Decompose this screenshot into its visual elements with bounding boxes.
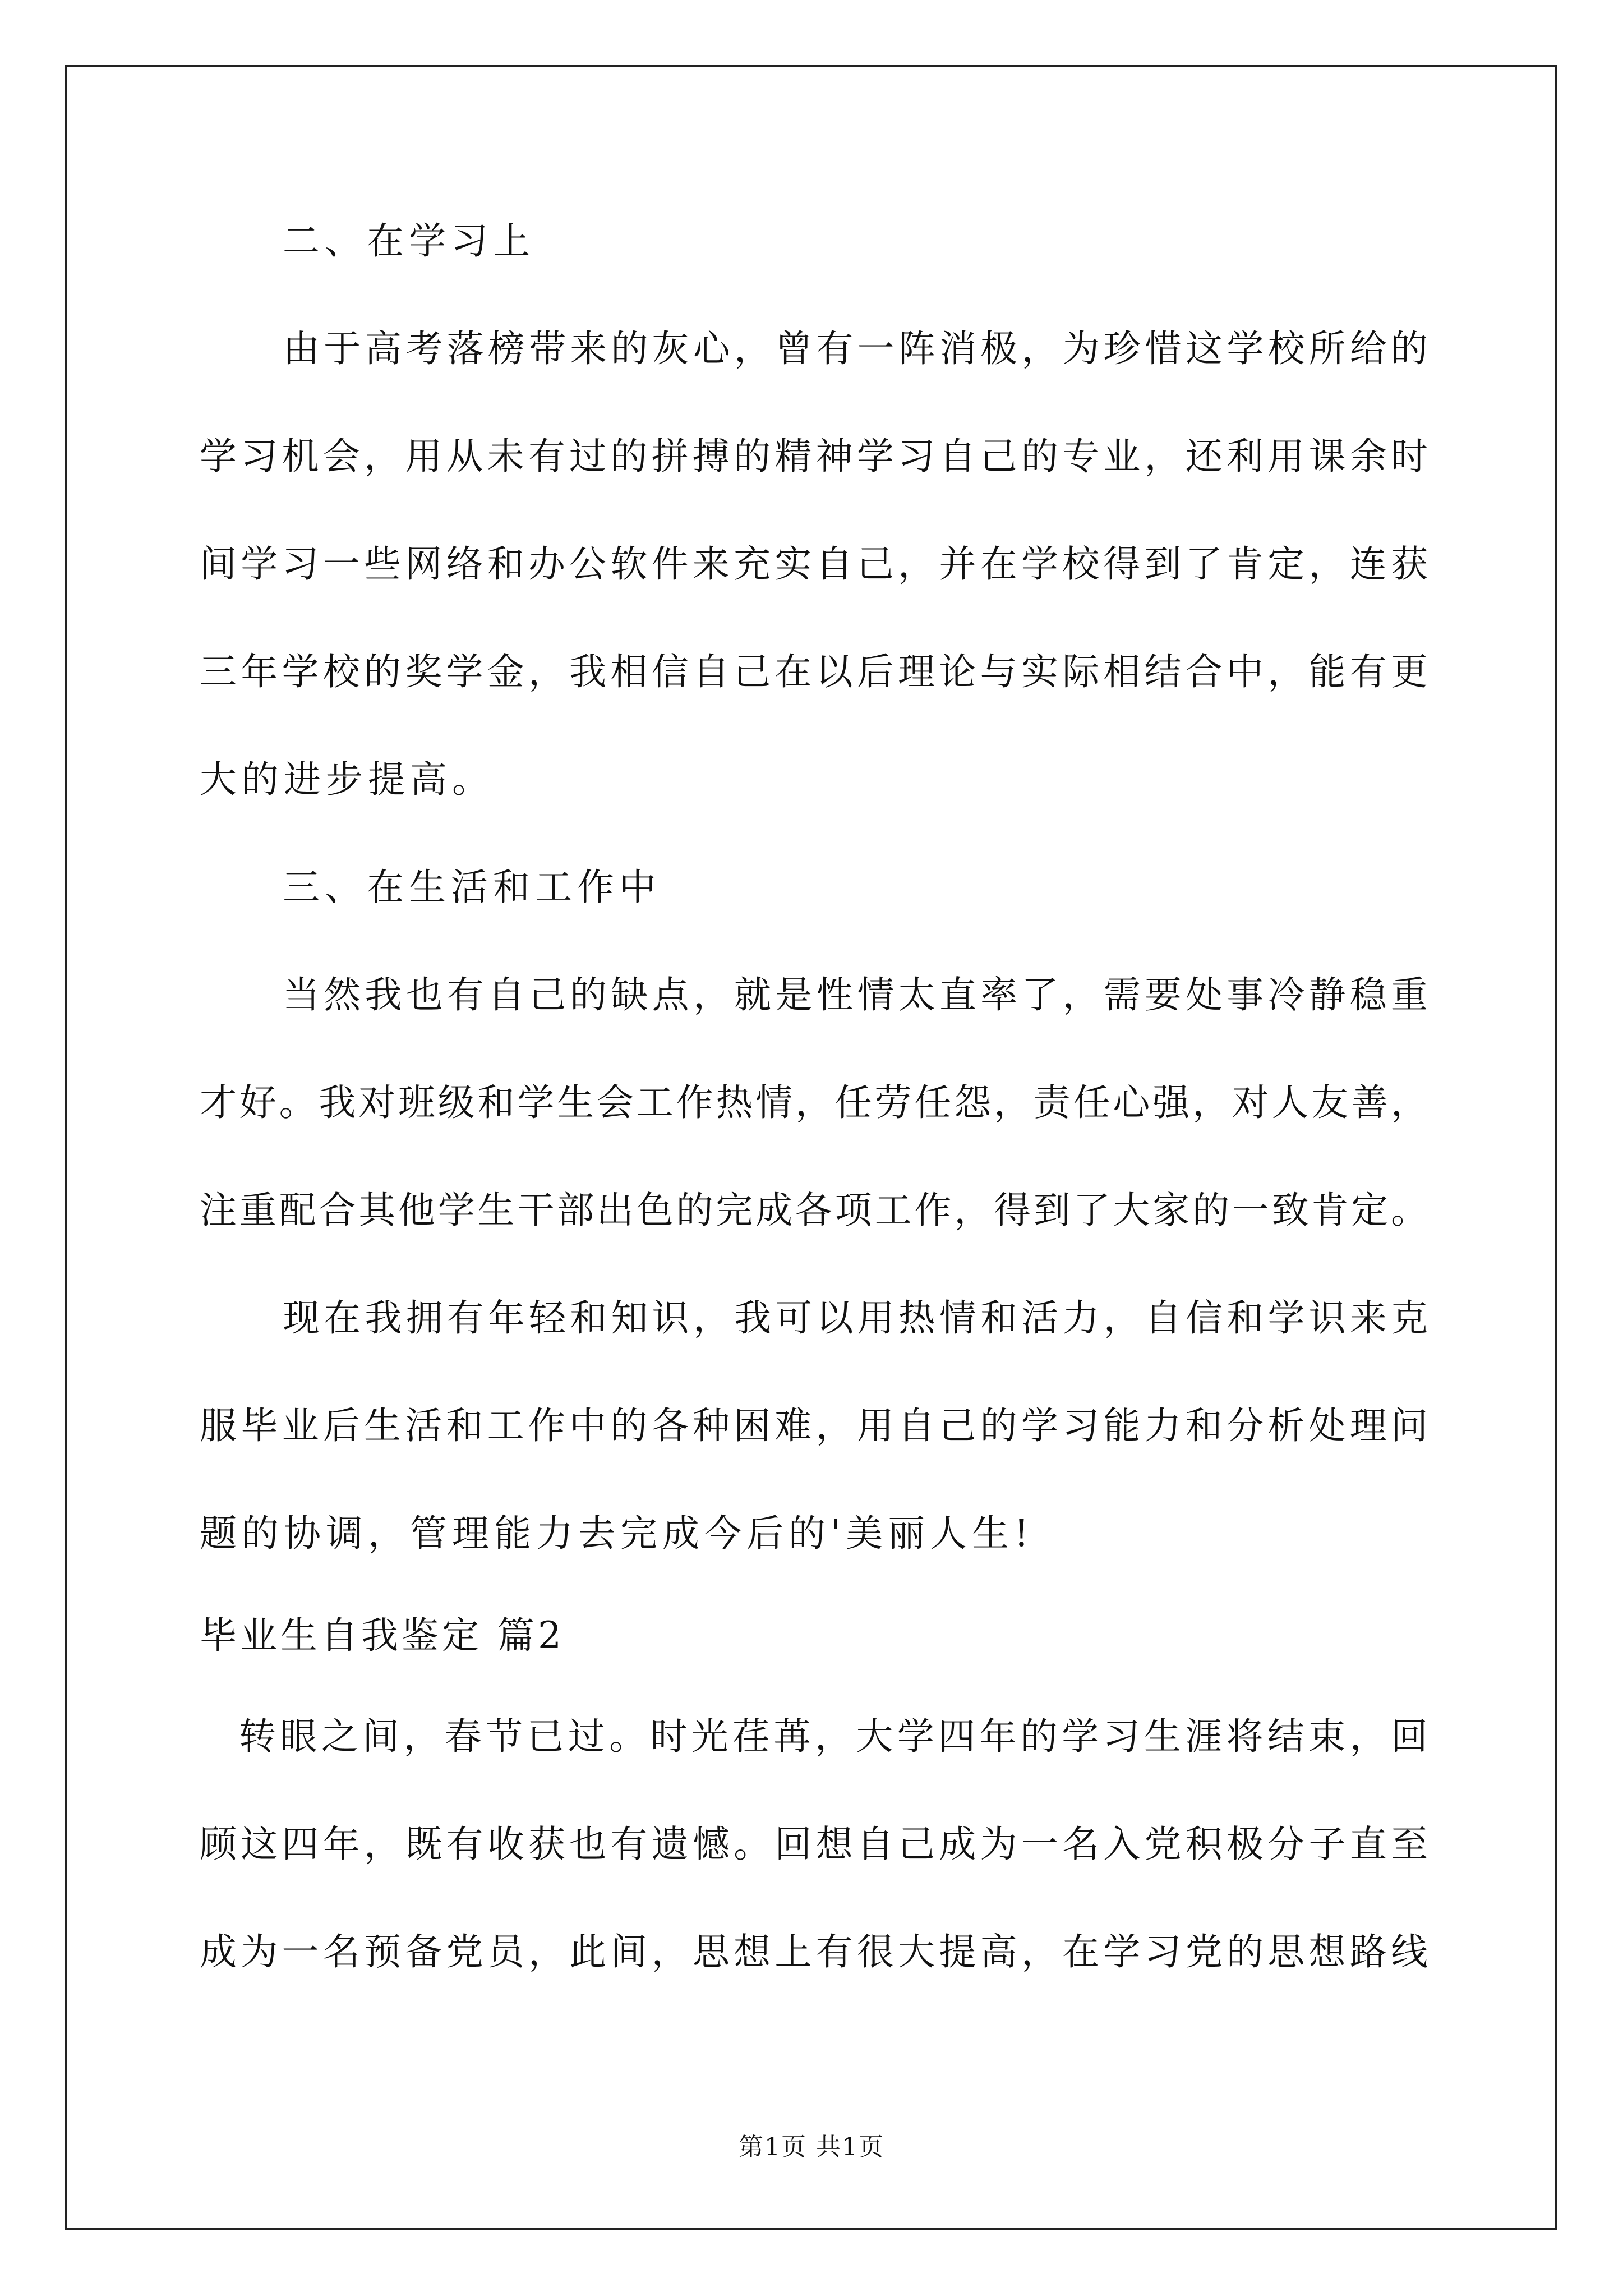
paragraph-future-line: 现在我拥有年轻和知识，我可以用热情和活力，自信和学识来克 xyxy=(283,1296,1428,1340)
paragraph-part2-line: 顾这四年，既有收获也有遗憾。回想自己成为一名入党积极分子直至 xyxy=(200,1823,1428,1866)
page-number-footer: 第1页 共1页 xyxy=(739,2133,884,2161)
section-title-part2: 毕业生自我鉴定 篇2 xyxy=(200,1614,565,1657)
paragraph-shortcomings-line: 注重配合其他学生干部出色的完成各项工作，得到了大家的一致肯定。 xyxy=(200,1189,1428,1232)
page-border xyxy=(65,65,1557,2230)
paragraph-study-line: 由于高考落榜带来的灰心，曾有一阵消极，为珍惜这学校所给的 xyxy=(283,327,1428,370)
paragraph-part2-line: 成为一名预备党员，此间，思想上有很大提高，在学习党的思想路线 xyxy=(200,1930,1428,1973)
paragraph-study-line: 间学习一些网络和办公软件来充实自己，并在学校得到了肯定，连获 xyxy=(200,542,1428,586)
paragraph-shortcomings-line: 当然我也有自己的缺点，就是性情太直率了，需要处事冷静稳重 xyxy=(283,973,1428,1016)
paragraph-future-line: 服毕业后生活和工作中的各种困难，用自己的学习能力和分析处理问 xyxy=(200,1404,1428,1447)
paragraph-study-line: 大的进步提高。 xyxy=(200,758,494,801)
heading-life-work: 三、在生活和工作中 xyxy=(283,866,661,909)
paragraph-study-line: 学习机会，用从未有过的拼搏的精神学习自己的专业，还利用课余时 xyxy=(200,435,1428,478)
paragraph-future-line: 题的协调，管理能力去完成今后的'美丽人生! xyxy=(200,1512,1034,1555)
heading-study: 二、在学习上 xyxy=(283,219,535,263)
paragraph-shortcomings-line: 才好。我对班级和学生会工作热情，任劳任怨，责任心强，对人友善， xyxy=(200,1081,1428,1124)
paragraph-part2-line: 转眼之间，春节已过。时光荏苒，大学四年的学习生涯将结束，回 xyxy=(239,1715,1428,1758)
paragraph-study-line: 三年学校的奖学金，我相信自己在以后理论与实际相结合中，能有更 xyxy=(200,650,1428,693)
